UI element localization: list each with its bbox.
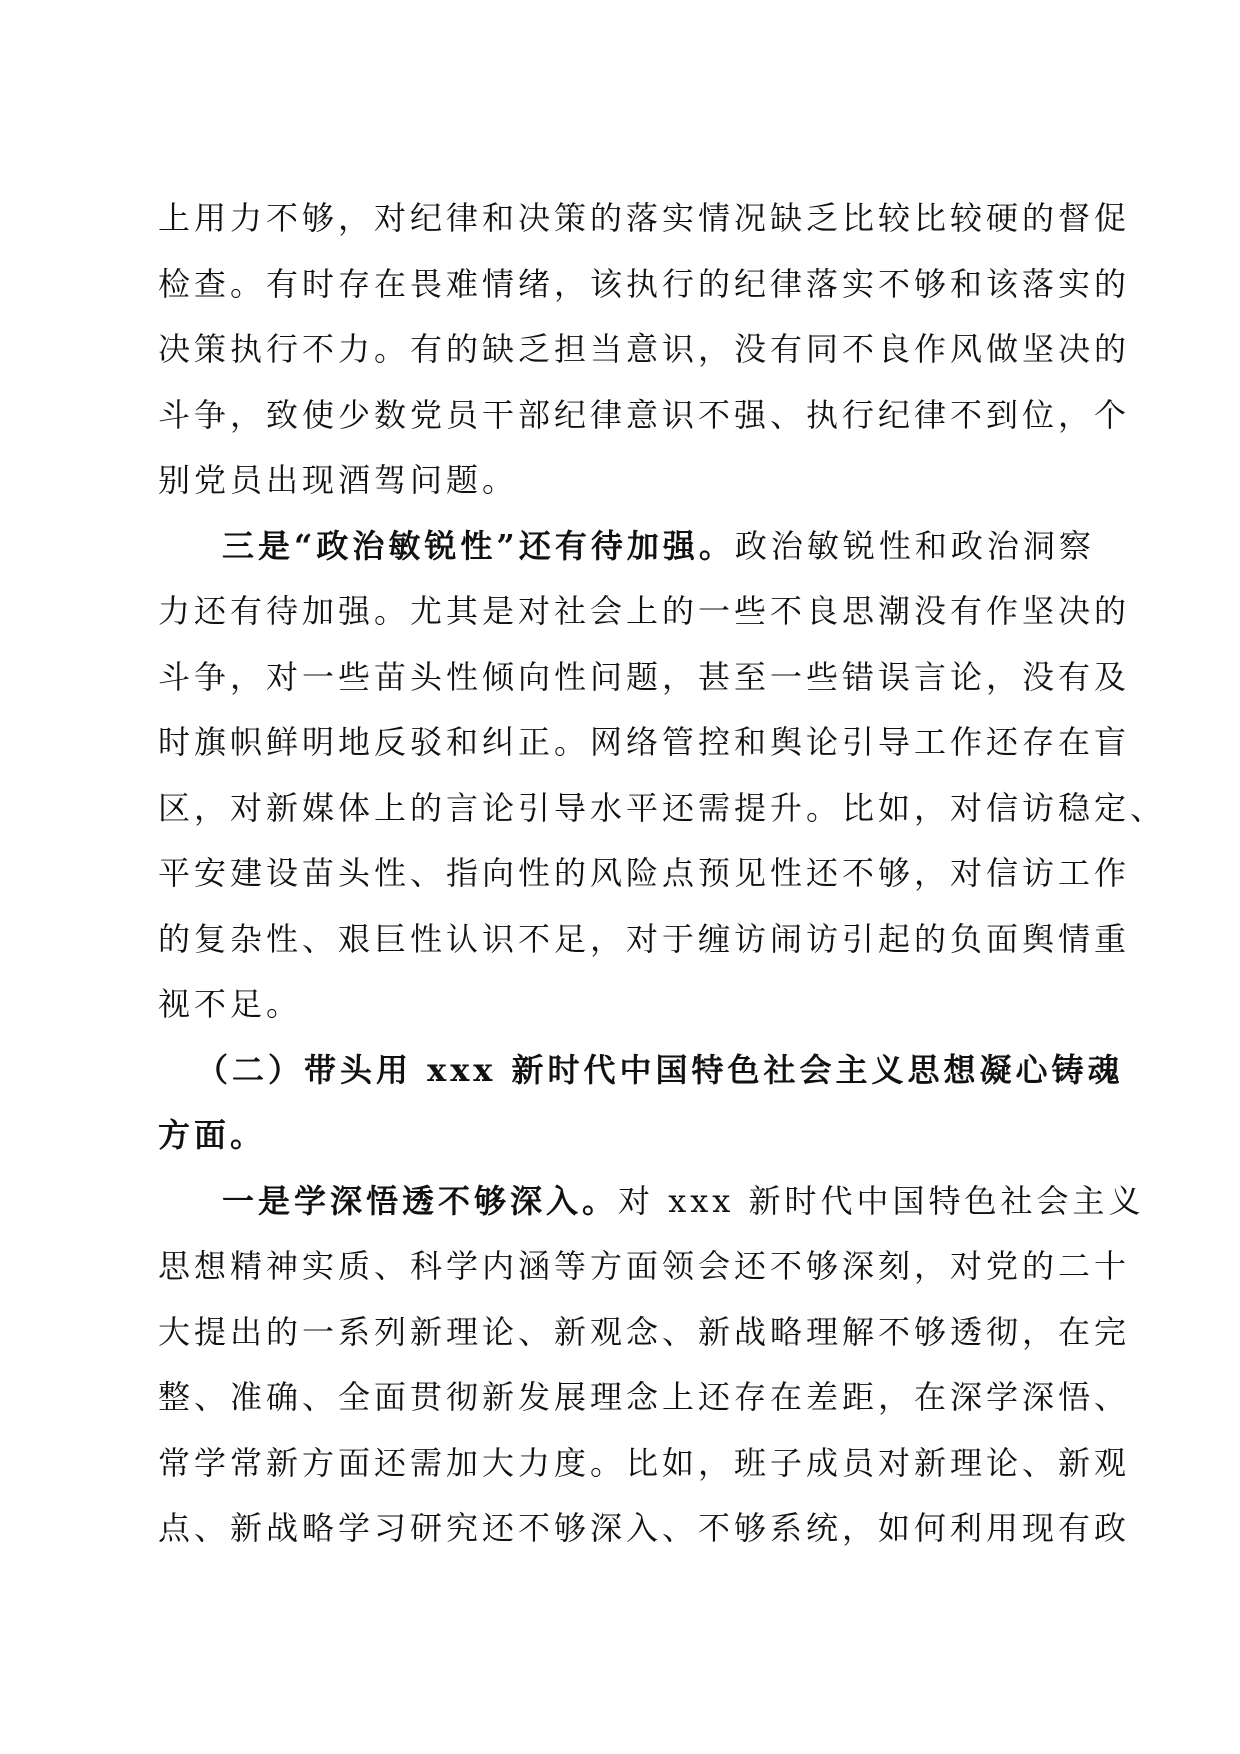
paragraph-line <box>158 776 1167 842</box>
section-heading <box>158 1038 1124 1104</box>
paragraph-line <box>158 907 1131 973</box>
paragraph-line <box>158 1365 1131 1431</box>
inline-heading: 三是“政治敏锐性”还有待加强。 <box>222 526 735 565</box>
line-text: 区，对新媒体上的言论引导水平还需提升。比如，对信访稳定、 <box>158 788 1167 827</box>
line-text: 时旗帜鲜明地反驳和纠正。网络管控和舆论引导工作还存在盲 <box>158 723 1131 761</box>
line-text: 平安建设苗头性、指向性的风险点预见性还不够，对信访工作 <box>158 854 1131 892</box>
line-text: 政治敏锐性和政治洞察 <box>734 526 1095 565</box>
section-heading <box>158 1103 1088 1169</box>
paragraph-line <box>158 186 1131 252</box>
paragraph-line <box>158 383 1131 449</box>
line-text: 斗争，致使少数党员干部纪律意识不强、执行纪律不到位，个 <box>158 395 1131 434</box>
line-text: 上用力不够，对纪律和决策的落实情况缺乏比较比较硬的督促 <box>158 199 1131 237</box>
paragraph-line <box>158 448 1088 514</box>
line-text: 决策执行不力。有的缺乏担当意识，没有同不良作风做坚决的 <box>158 330 1131 368</box>
line-text: 斗争，对一些苗头性倾向性问题，甚至一些错误言论，没有及 <box>158 657 1131 696</box>
line-text: 点、新战略学习研究还不够深入、不够系统，如何利用现有政 <box>158 1509 1131 1547</box>
paragraph-line <box>158 1234 1131 1300</box>
paragraph-line <box>158 710 1131 776</box>
paragraph-line <box>158 645 1131 711</box>
line-text: 对 xxx 新时代中国特色社会主义 <box>618 1181 1145 1220</box>
document-body <box>158 186 1167 1562</box>
line-text: 视不足。 <box>158 985 303 1023</box>
line-text: 思想精神实质、科学内涵等方面领会还不够深刻，对党的二十 <box>158 1247 1131 1285</box>
section-heading-text: （二）带头用 xxx 新时代中国特色社会主义思想凝心铸魂 <box>196 1050 1124 1089</box>
paragraph-line <box>158 841 1131 907</box>
line-text: 大提出的一系列新理论、新观念、新战略理解不够透彻，在完 <box>158 1312 1131 1351</box>
paragraph-line <box>158 252 1131 318</box>
section-heading-text: 方面。 <box>158 1116 267 1154</box>
paragraph-line <box>158 1496 1131 1562</box>
paragraph-line <box>158 1300 1131 1366</box>
paragraph-line <box>158 972 1088 1038</box>
paragraph-line <box>158 579 1131 645</box>
line-text: 检查。有时存在畏难情绪，该执行的纪律落实不够和该落实的 <box>158 264 1131 303</box>
line-text: 别党员出现酒驾问题。 <box>158 461 519 499</box>
line-text: 整、准确、全面贯彻新发展理念上还存在差距，在深学深悟、 <box>158 1378 1131 1416</box>
paragraph-line-with-heading <box>158 514 1095 580</box>
line-text: 的复杂性、艰巨性认识不足，对于缠访闹访引起的负面舆情重 <box>158 919 1131 958</box>
paragraph-line <box>158 317 1131 383</box>
line-text: 常学常新方面还需加大力度。比如，班子成员对新理论、新观 <box>158 1443 1131 1482</box>
line-text: 力还有待加强。尤其是对社会上的一些不良思潮没有作坚决的 <box>158 592 1131 630</box>
paragraph-line <box>158 1431 1131 1497</box>
inline-heading: 一是学深悟透不够深入。 <box>222 1181 619 1220</box>
paragraph-line-with-heading <box>158 1169 1145 1235</box>
